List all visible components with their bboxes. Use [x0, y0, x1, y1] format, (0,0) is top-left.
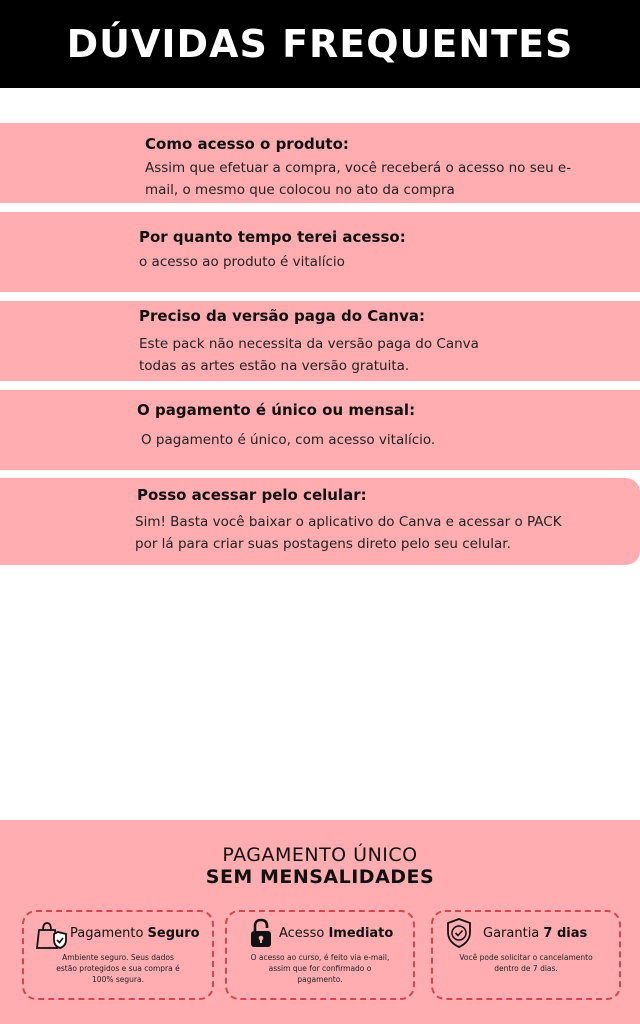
faq-answer	[139, 333, 479, 377]
shield-check-icon	[445, 917, 473, 949]
badge-description: Você pode solicitar o cancelamento dentro de 7 dias.	[459, 953, 593, 973]
faq-answer	[135, 511, 562, 555]
faq-answer-line: mail, o mesmo que colocou no ato da compra	[145, 182, 455, 198]
page-title: DÚVIDAS FREQUENTES	[66, 22, 574, 66]
footer-title-line1: PAGAMENTO ÚNICO	[222, 844, 418, 866]
shopping-bag-shield-icon	[36, 920, 70, 950]
faq-item	[0, 123, 640, 203]
faq-answer-line: Este pack não necessita da versão paga do Canva	[139, 336, 479, 352]
faq-question: Preciso da versão paga do Canva:	[139, 307, 425, 325]
footer-title-line2: SEM MENSALIDADES	[205, 866, 435, 888]
badge-description: O acesso ao curso, é feito via e-mail, assim que for confirmado o pagamento.	[250, 953, 390, 984]
faq-answer-line: por lá para criar suas postagens direto pelo seu celular.	[135, 536, 511, 552]
faq-answer-line: Sim! Basta você baixar o aplicativo do Canva e acessar o PACK	[135, 514, 562, 530]
badge-description: Ambiente seguro. Seus dados estão protegidos e sua compra é 100% segura.	[56, 953, 180, 984]
faq-answer-line: todas as artes estão na versão gratuita.	[139, 358, 410, 374]
faq-answer-line: o acesso ao produto é vitalício	[139, 254, 345, 270]
badge-title: Garantia 7 dias	[483, 926, 588, 941]
faq-item	[0, 478, 640, 565]
faq-answer-line: Assim que efetuar a compra, você receberá o acesso no seu e-	[145, 160, 572, 176]
faq-answer-line: O pagamento é único, com acesso vitalício.	[141, 432, 436, 448]
faq-answer	[145, 157, 571, 201]
badge-title: Pagamento Seguro	[70, 926, 200, 941]
faq-question: Posso acessar pelo celular:	[137, 486, 367, 504]
faq-answer	[139, 251, 345, 273]
badge-title: Acesso Imediato	[279, 926, 394, 941]
faq-item	[0, 212, 640, 292]
faq-answer	[141, 429, 435, 451]
faq-item	[0, 301, 640, 381]
badge-guarantee	[431, 910, 621, 1000]
faq-item	[0, 390, 640, 470]
faq-question: O pagamento é único ou mensal:	[137, 401, 416, 419]
badge-secure-payment	[22, 910, 214, 1000]
badge-immediate-access	[225, 910, 415, 1000]
page-header	[0, 0, 640, 88]
faq-question: Por quanto tempo terei acesso:	[139, 228, 406, 246]
faq-question: Como acesso o produto:	[145, 135, 349, 153]
payment-footer	[0, 820, 640, 1024]
padlock-icon	[249, 918, 273, 948]
